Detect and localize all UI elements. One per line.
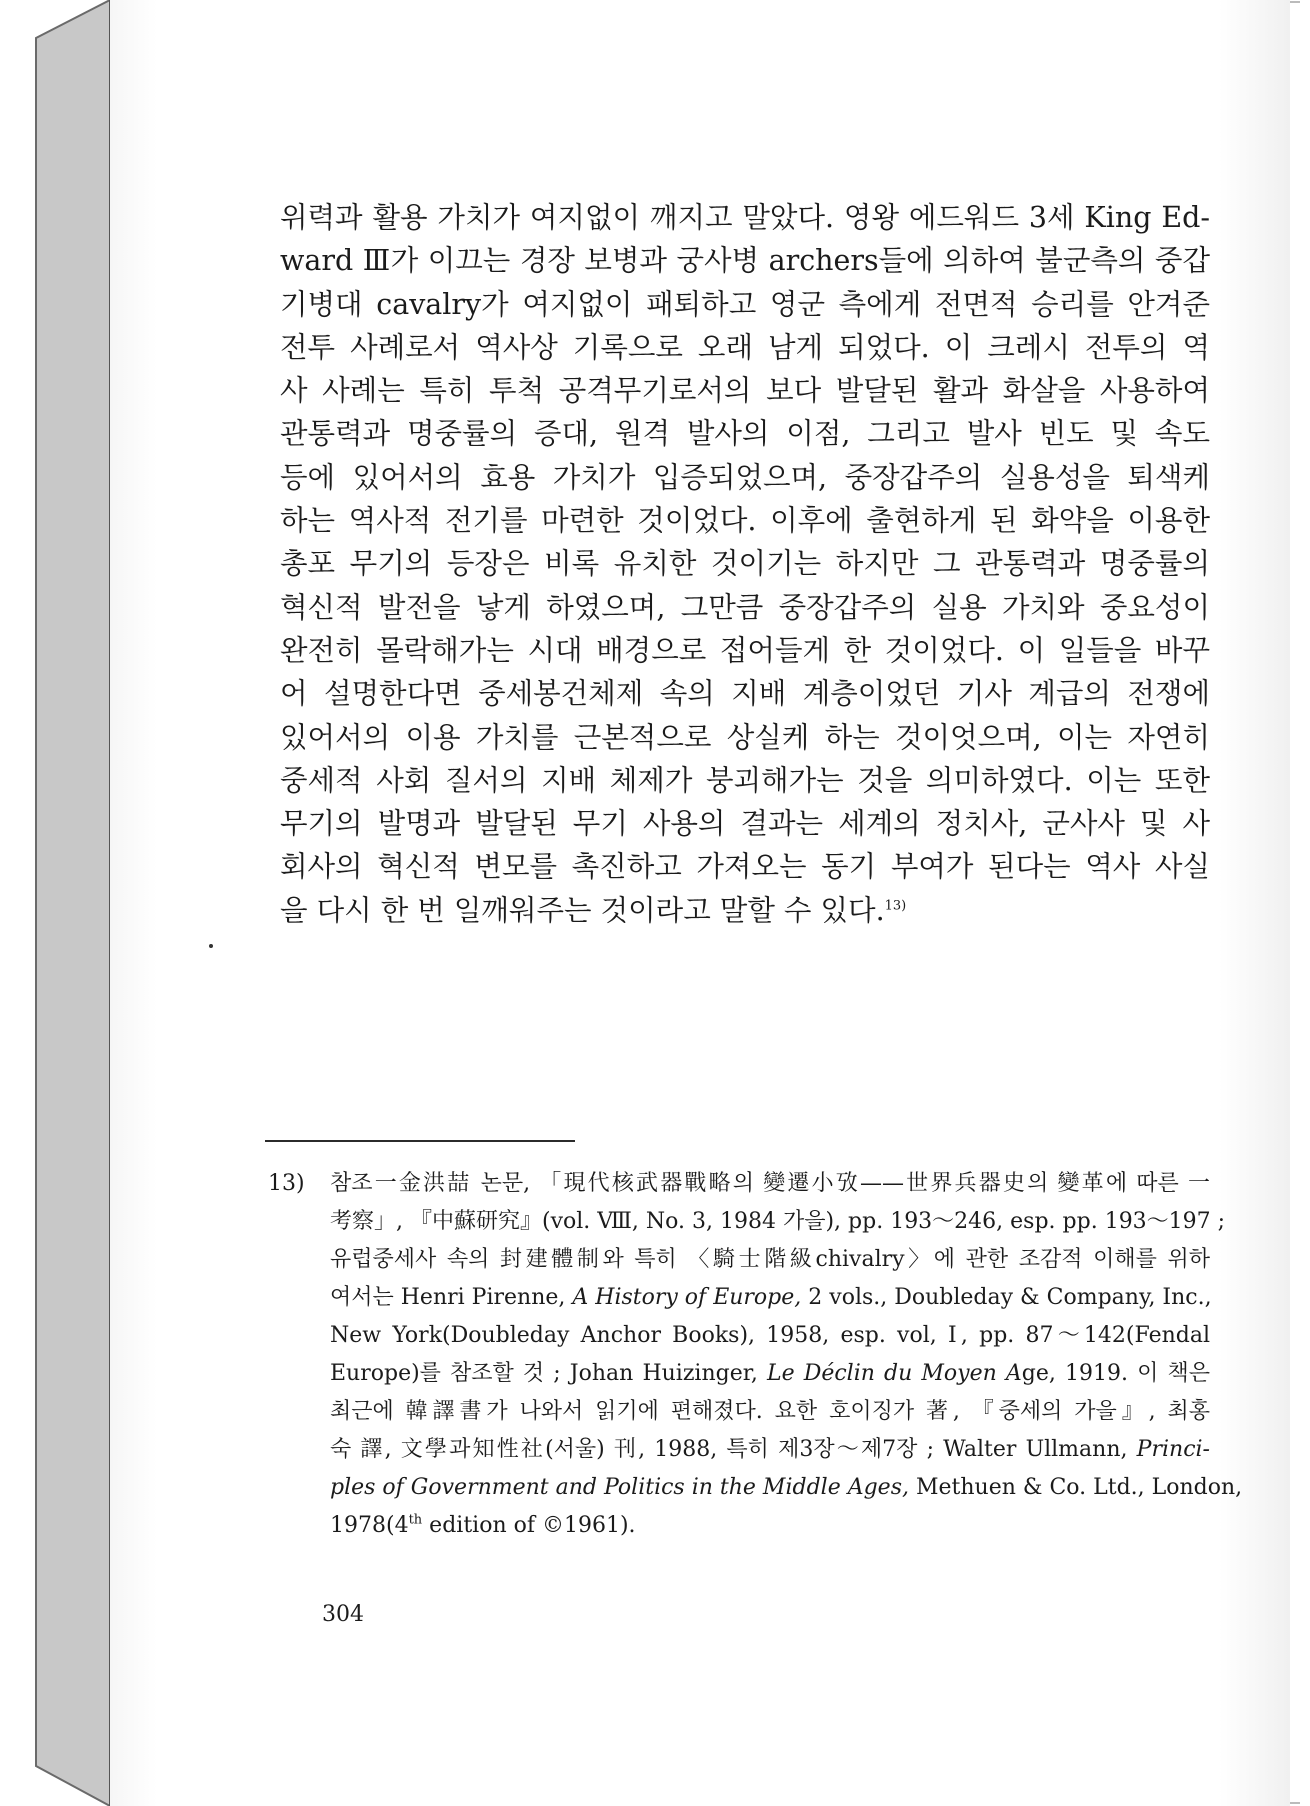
superscript: th [408,1512,423,1528]
page-number: 304 [322,1602,364,1627]
body-text [280,196,1210,932]
text-line-content: 을 다시 한 번 일깨워주는 것이라고 말할 수 있다. [280,893,885,927]
footnote-body [330,1165,1243,1545]
text-line: 회사의 혁신적 변모를 촉진하고 가져오는 동기 부여가 된다는 역사 사실 [280,850,1210,884]
footnote-line: 최근에 韓譯書가 나와서 읽기에 편해졌다. 요한 호이징가 著, 『중세의 가을』, 최홍 [330,1399,1210,1424]
book-title: Le Déclin du Moyen A [766,1361,1022,1386]
text-line: 하는 역사적 전기를 마련한 것이었다. 이후에 출현하게 된 화약을 이용한 [280,504,1210,538]
footnote-line: New York(Doubleday Anchor Books), 1958, esp. vol, Ⅰ, pp. 87～142(Fendal [330,1323,1210,1348]
stray-mark [209,944,213,948]
footnote-divider [265,1140,575,1142]
text-line-last [280,889,1210,932]
book-title: A History of Europe, [572,1285,802,1310]
footnote-number: 13) [268,1171,305,1196]
footnote-segment: 1978(4 [330,1513,409,1538]
text-line: 사 사례는 특히 투척 공격무기로서의 보다 발달된 활과 화살을 사용하여 [280,374,1210,408]
footnote-reference[interactable]: 13) [884,898,907,914]
text-line: 등에 있어서의 효용 가치가 입증되었으며, 중장갑주의 실용성을 퇴색케 [280,460,1210,494]
footnote-line [330,1279,1210,1317]
text-line: ward Ⅲ가 이끄는 경장 보병과 궁사병 archers들에 의하여 불군측의 중갑 [280,244,1210,278]
book-title: Princi- [1136,1437,1210,1462]
text-line: 있어서의 이용 가치를 근본적으로 상실케 하는 것이엇으며, 이는 자연히 [280,720,1210,754]
footnote-line [330,1355,1210,1393]
footnote-segment: 2 vols., Doubleday & Company, Inc., [801,1285,1212,1310]
footnote-segment: Methuen & Co. Ltd., London, [908,1475,1243,1500]
text-line: 중세적 사회 질서의 지배 체제가 붕괴해가는 것을 의미하였다. 이는 또한 [280,763,1210,797]
footnote-line: 유럽중세사 속의 封建體制와 특히 〈騎士階級chivalry〉에 관한 조감적 이해를 위하 [330,1247,1210,1272]
text-line: 무기의 발명과 발달된 무기 사용의 결과는 세계의 정치사, 군사사 및 사 [280,807,1210,841]
footnote-line: 考察」, 『中蘇研究』(vol. Ⅷ, No. 3, 1984 가을), pp. 193～246, esp. pp. 193～197 ; [330,1209,1226,1234]
footnote-line: 참조一金洪喆 논문, 「現代核武器戰略의 變遷小攷——世界兵器史의 變革에 따른 一 [330,1171,1210,1196]
footnote-segment: 여서는 Henri Pirenne, [330,1285,573,1310]
text-line: 총포 무기의 등장은 비록 유치한 것이기는 하지만 그 관통력과 명중률의 [280,547,1210,581]
text-line: 완전히 몰락해가는 시대 배경으로 접어들게 한 것이었다. 이 일들을 바꾸 [280,633,1210,667]
text-line: 위력과 활용 가치가 여지없이 깨지고 말았다. 영왕 에드워드 3세 King Ed- [280,201,1210,234]
footnote-line [330,1469,1243,1507]
footnote-segment: edition of ©1961). [422,1513,636,1538]
footnote-line [330,1507,1210,1545]
text-line: 관통력과 명중률의 증대, 원격 발사의 이점, 그리고 발사 빈도 및 속도 [280,417,1210,451]
footnote-segment: 숙 譯, 文學과知性社(서울) 刊, 1988, 특히 제3장～제7장 ; Walter Ullmann, [330,1437,1137,1462]
footnote-segment: Europe)를 참조할 것 ; Johan Huizinger, [330,1361,767,1386]
text-line: 혁신적 발전을 낳게 하였으며, 그만큼 중장갑주의 실용 가치와 중요성이 [280,590,1210,624]
footnote-segment: ge, 1919. 이 책은 [1021,1361,1210,1386]
footnote-line [330,1431,1210,1469]
text-line: 전투 사례로서 역사상 기록으로 오래 남게 되었다. 이 크레시 전투의 역 [280,330,1210,364]
text-line: 기병대 cavalry가 여지없이 패퇴하고 영군 측에게 전면적 승리를 안겨준 [280,287,1210,321]
book-title: ples of Government and Politics in the Middle Ages, [330,1475,909,1500]
text-line: 어 설명한다면 중세봉건체제 속의 지배 계층이었던 기사 계급의 전쟁에 [280,677,1210,711]
